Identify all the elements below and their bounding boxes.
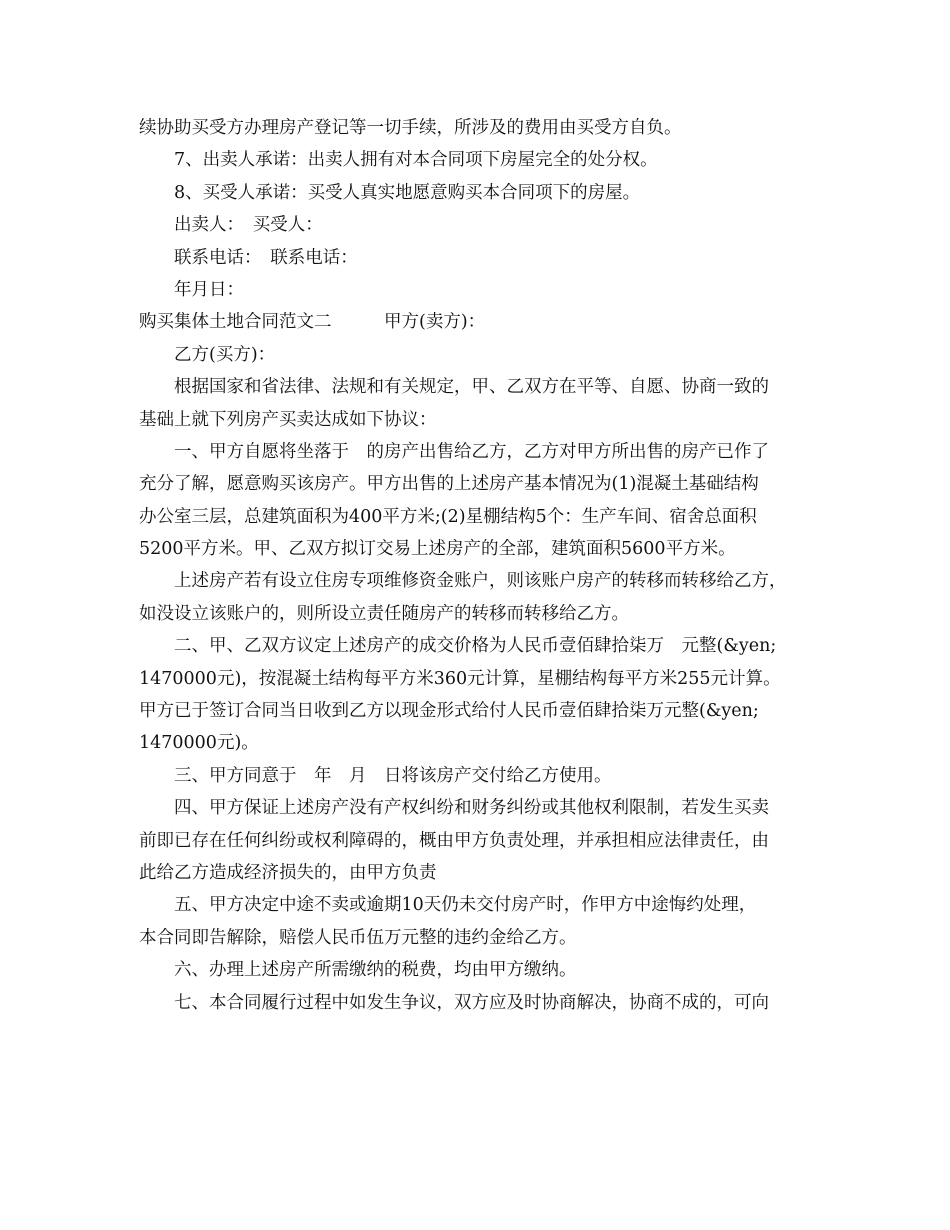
text-line: 基础上就下列房产买卖达成如下协议：: [139, 409, 437, 430]
paragraph: [139, 339, 815, 371]
text-line: 1470000元)。: [139, 733, 259, 754]
paragraph: [139, 630, 815, 760]
text-line: 七、本合同履行过程中如发生争议，双方应及时协商解决，协商不成的，可向: [174, 992, 769, 1013]
paragraph: [139, 436, 815, 566]
paragraph: [139, 112, 815, 144]
paragraph: [139, 889, 815, 954]
text-line: 三、甲方同意于 年 月 日将该房产交付给乙方使用。: [174, 765, 612, 786]
text-line: 7、出卖人承诺：出卖人拥有对本合同项下房屋完全的处分权。: [174, 150, 658, 171]
paragraph: [139, 760, 815, 792]
text-line: 前即已存在任何纠纷或权利障碍的，概由甲方负责处理，并承担相应法律责任，由: [139, 830, 769, 851]
text-line: 年月日：: [174, 279, 244, 300]
paragraph: [139, 792, 815, 889]
text-line: 六、办理上述房产所需缴纳的税费，均由甲方缴纳。: [174, 960, 577, 981]
text-line: 如没设立该账户的，则所设立责任随房产的转移而转移给乙方。: [139, 603, 629, 624]
text-line: 根据国家和省法律、法规和有关规定，甲、乙双方在平等、自愿、协商一致的: [174, 377, 769, 398]
paragraph: [139, 371, 815, 436]
paragraph: [139, 242, 815, 274]
paragraph: [139, 987, 815, 1019]
paragraph: [139, 306, 815, 338]
text-line: 购买集体土地合同范文二 甲方(卖方)：: [139, 312, 486, 333]
paragraph: [139, 144, 815, 176]
text-line: 本合同即告解除，赔偿人民币伍万元整的违约金给乙方。: [139, 927, 577, 948]
paragraph: [139, 209, 815, 241]
text-line: 四、甲方保证上述房产没有产权纠纷和财务纠纷或其他权利限制，若发生买卖: [174, 798, 769, 819]
text-line: 办公室三层，总建筑面积为400平方米;(2)星棚结构5个：生产车间、宿舍总面积: [139, 506, 757, 527]
text-line: 出卖人： 买受人：: [174, 215, 323, 236]
text-line: 此给乙方造成经济损失的，由甲方负责: [139, 862, 437, 883]
text-line: 上述房产若有设立住房专项维修资金账户，则该账户房产的转移而转移给乙方，: [174, 571, 787, 592]
text-line: 五、甲方决定中途不卖或逾期10天仍未交付房产时，作甲方中途悔约处理，: [174, 895, 757, 916]
text-line: 乙方(买方)：: [174, 344, 276, 365]
text-line: 二、甲、乙双方议定上述房产的成交价格为人民币壹佰肆拾柒万 元整(&yen;: [174, 636, 777, 657]
text-line: 1470000元)，按混凝土结构每平方米360元计算，星棚结构每平方米255元计算。: [139, 668, 781, 689]
document-body: [139, 112, 815, 1019]
paragraph: [139, 954, 815, 986]
text-line: 联系电话： 联系电话：: [174, 247, 358, 268]
paragraph: [139, 565, 815, 630]
paragraph: [139, 177, 815, 209]
text-line: 一、甲方自愿将坐落于 的房产出售给乙方，乙方对甲方所出售的房产已作了: [174, 441, 769, 462]
paragraph: [139, 274, 815, 306]
text-line: 续协助买受方办理房产登记等一切手续，所涉及的费用由买受方自负。: [139, 118, 682, 138]
text-line: 充分了解，愿意购买该房产。甲方出售的上述房产基本情况为(1)混凝土基础结构: [139, 474, 759, 495]
text-line: 5200平方米。甲、乙双方拟订交易上述房产的全部，建筑面积5600平方米。: [139, 539, 736, 560]
text-line: 8、买受人承诺：买受人真实地愿意购买本合同项下的房屋。: [174, 182, 641, 203]
text-line: 甲方已于签订合同当日收到乙方以现金形式给付人民币壹佰肆拾柒万元整(&yen;: [139, 701, 759, 722]
